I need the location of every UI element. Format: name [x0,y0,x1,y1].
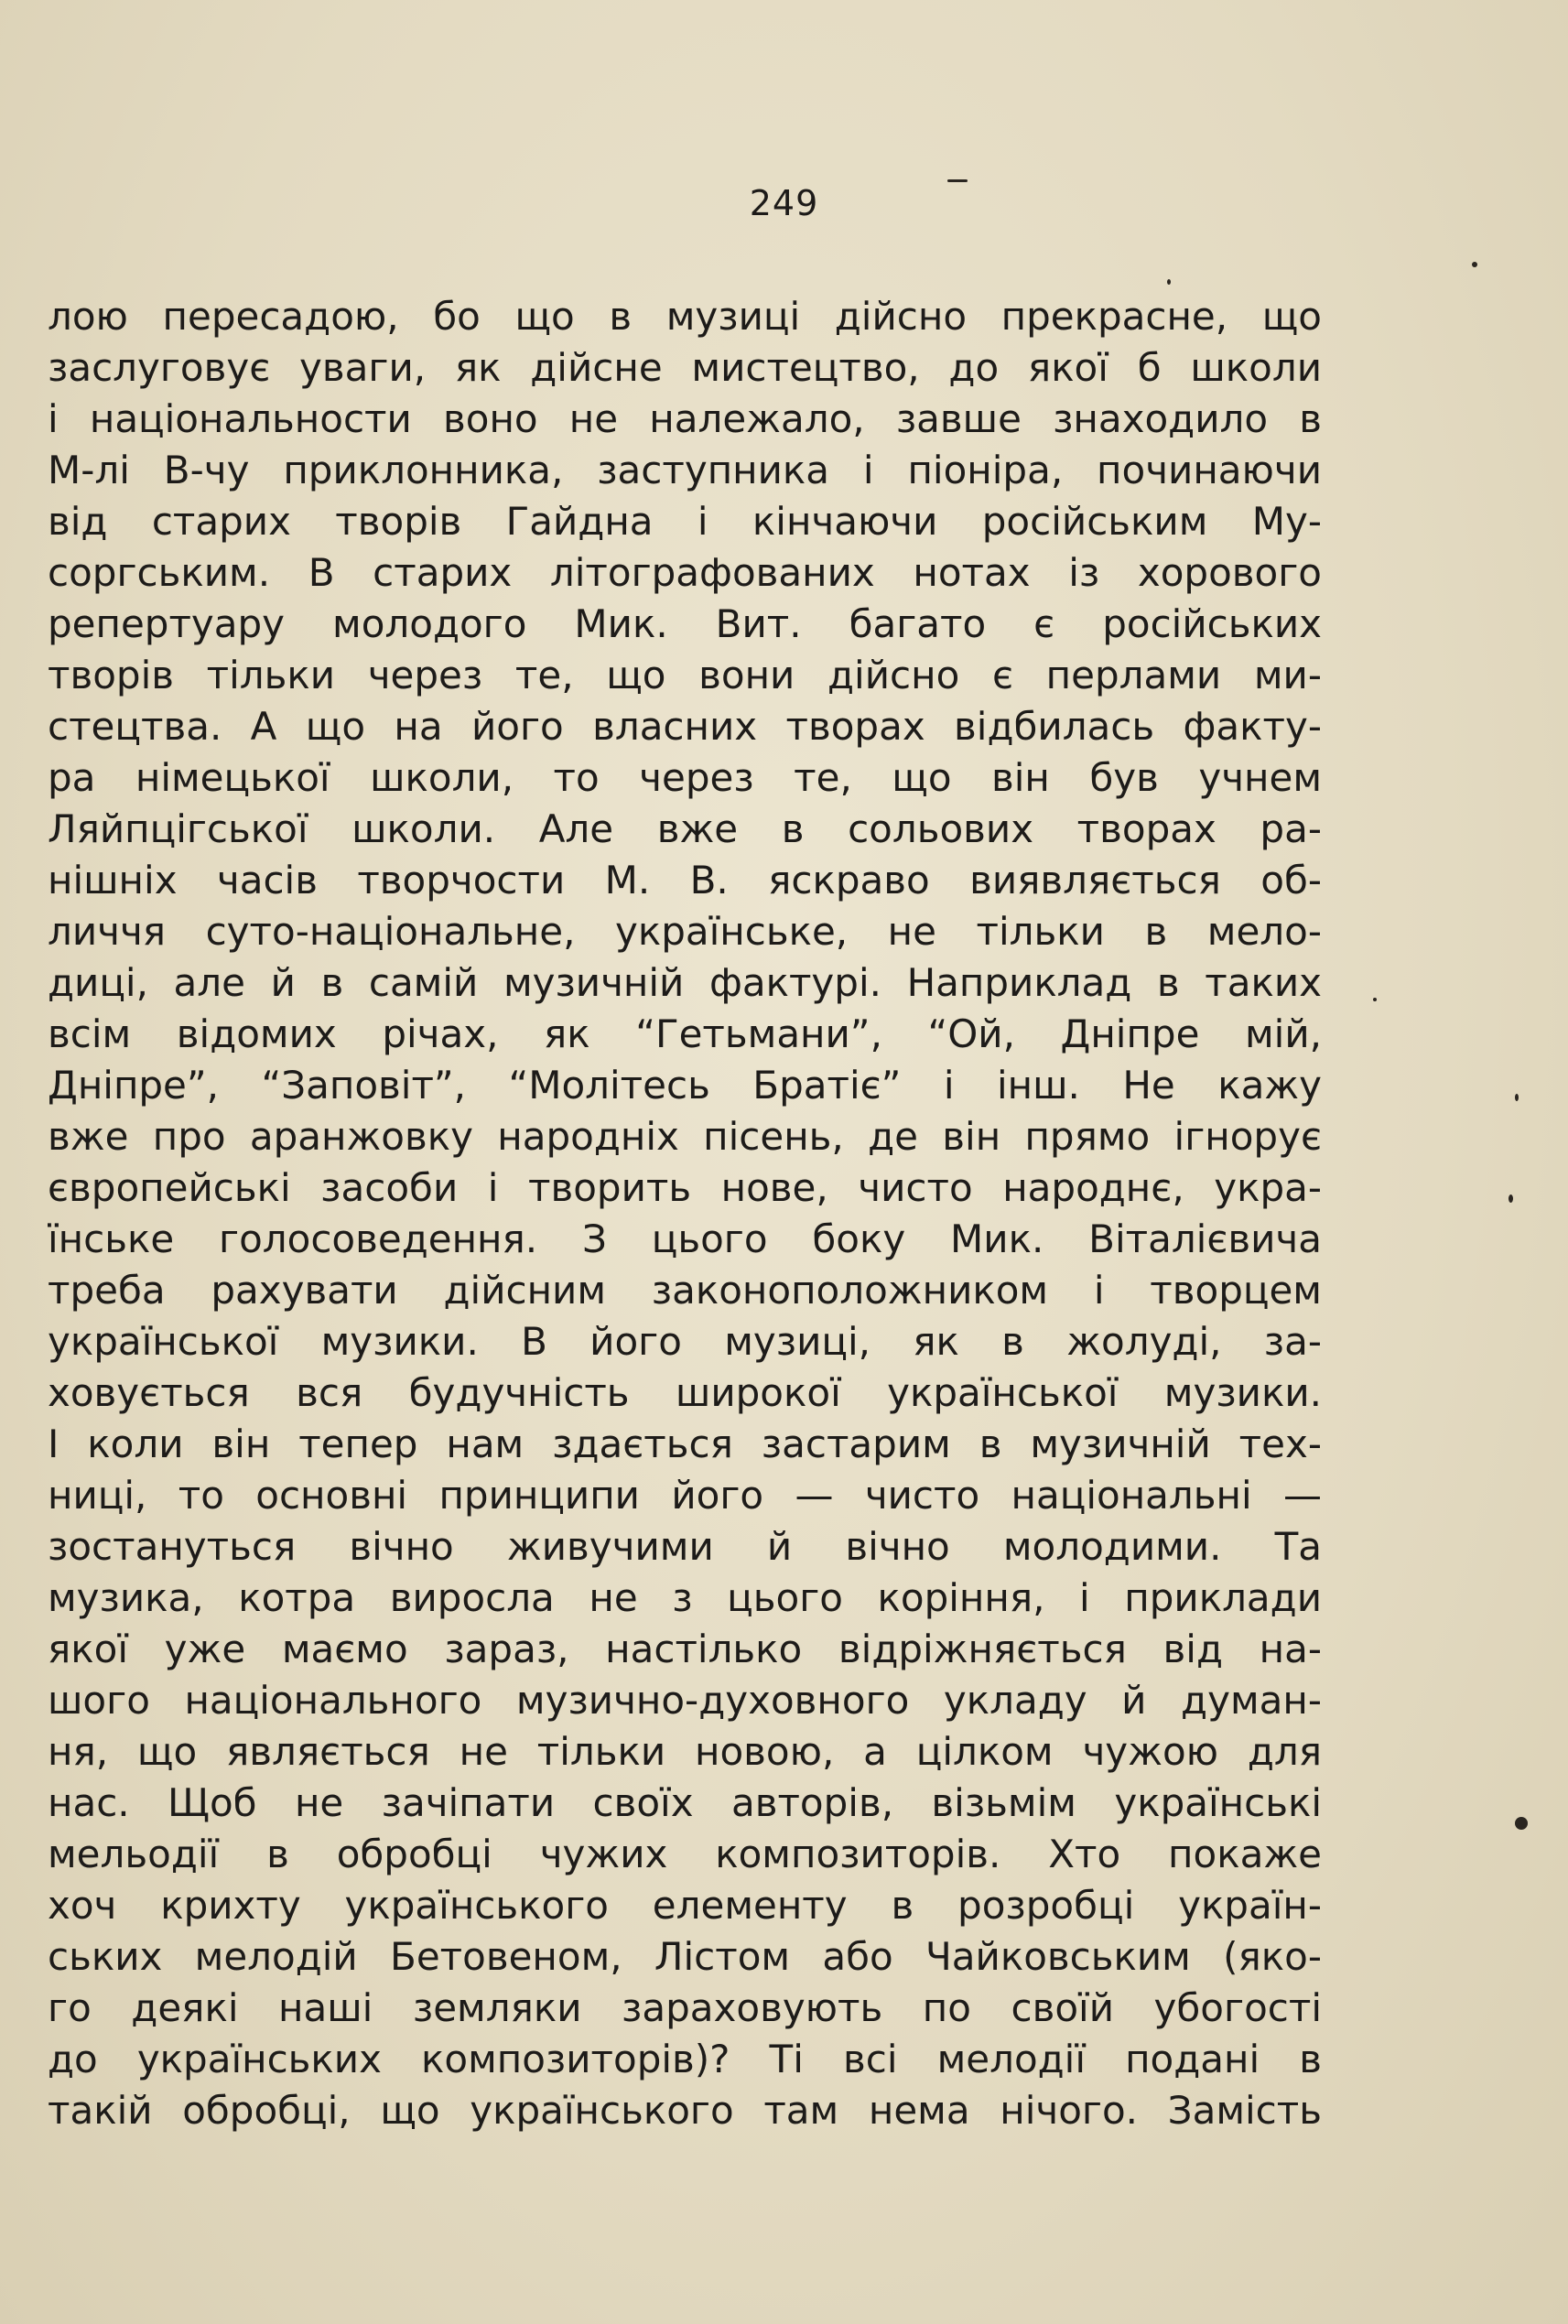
ink-speck [1515,1094,1519,1101]
text-line: зостануться вічно живучими й вічно молодими. Та [48,1524,1322,1569]
text-line: від старих творів Гайдна і кінчаючи російським Му- [48,499,1322,544]
text-line: нас. Щоб не зачіпати своїх авторів, візьмім українські [48,1780,1322,1825]
text-line: ховується вся будучність широкої української музики. [48,1370,1322,1415]
text-line: заслуговує уваги, як дійсне мистецтво, до якої б школи [48,345,1322,390]
text-line: якої уже маємо зараз, настілько відріжняється від на- [48,1627,1322,1671]
text-line: ра німецької школи, то через те, що він був учнем [48,755,1322,800]
text-line: треба рахувати дійсним законоположником і творцем [48,1268,1322,1313]
text-line: всім відомих річах, як “Гетьмани”, “Ой, Дніпре мій, [48,1011,1322,1056]
ink-speck [1515,1817,1528,1830]
text-line: української музики. В його музиці, як в жолуді, за- [48,1319,1322,1364]
text-line: і національности воно не належало, завше знаходило в [48,396,1322,441]
text-line: стецтва. А що на його власних творах відбилась факту- [48,704,1322,749]
ink-speck [1167,279,1171,285]
text-line: вже про аранжовку народніх пісень, де він прямо ігнорує [48,1114,1322,1159]
text-line: М-лі В-чу приклонника, заступника і піоніра, починаючи [48,448,1322,492]
page-number: 249 [749,183,819,223]
text-line: шого національного музично-духовного укладу й думан- [48,1678,1322,1723]
text-line: личчя суто-національне, українське, не тільки в мело- [48,909,1322,954]
text-line: нішніх часів творчости М. В. яскраво виявляється об- [48,858,1322,903]
text-line: мельодії в обробці чужих композиторів. Хто покаже [48,1832,1322,1876]
text-line: лою пересадою, бо що в музиці дійсно прекрасне, що [48,294,1322,339]
text-line: ських мелодій Бетовеном, Лістом або Чайковським (яко- [48,1934,1322,1979]
text-line: творів тільки через те, що вони дійсно є перлами ми- [48,653,1322,697]
text-line: репертуару молодого Мик. Вит. багато є російських [48,601,1322,646]
text-line: такій обробці, що українського там нема нічого. Замість [48,2088,1322,2133]
text-line: хоч крихту українського елементу в розробці україн- [48,1883,1322,1928]
text-line: їнське голосоведення. З цього боку Мик. Віталієвича [48,1216,1322,1261]
text-line: Дніпре”, “Заповіт”, “Молітесь Братіє” і інш. Не кажу [48,1063,1322,1108]
text-line: музика, котра виросла не з цього коріння, і приклади [48,1575,1322,1620]
ink-speck [1472,262,1477,267]
ink-speck [1509,1194,1513,1203]
text-line: соргським. В старих літографованих нотах із хорового [48,550,1322,595]
text-line: до українських композиторів)? Ті всі мелодії подані в [48,2037,1322,2081]
text-line: європейські засоби і творить нове, чисто народнє, укра- [48,1165,1322,1210]
text-line: го деякі наші земляки зараховують по своїй убогості [48,1985,1322,2030]
text-line: ниці, то основні принципи його — чисто національні — [48,1473,1322,1518]
ink-speck [947,179,968,182]
text-line: І коли він тепер нам здається застарим в музичній тех- [48,1421,1322,1466]
text-line: диці, але й в самій музичній фактурі. Наприклад в таких [48,960,1322,1005]
ink-speck [1373,998,1377,1001]
text-line: ня, що являється не тільки новою, а цілком чужою для [48,1729,1322,1774]
text-line: Ляйпцігської школи. Але вже в сольових творах ра- [48,806,1322,851]
body-text [48,291,1322,2136]
